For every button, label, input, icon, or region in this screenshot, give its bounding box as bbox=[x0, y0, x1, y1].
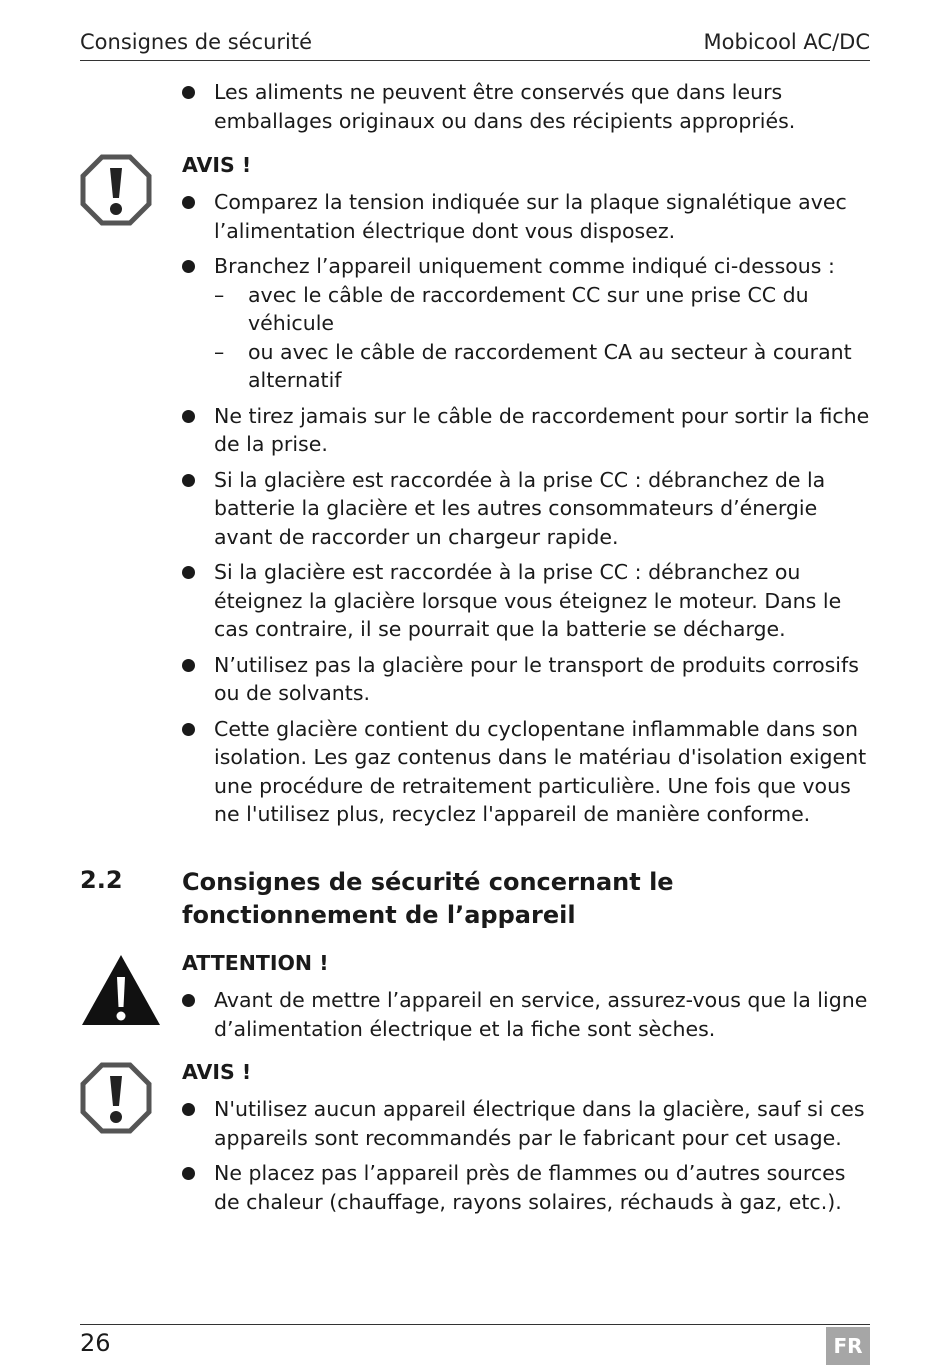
warning-list bbox=[182, 986, 870, 1050]
page-header bbox=[80, 28, 870, 61]
notice-label: AVIS ! bbox=[182, 1060, 252, 1084]
section-title: Consignes de sécurité concernant le fonctionnement de l’appareil bbox=[182, 868, 674, 929]
bullet-icon bbox=[182, 1103, 195, 1116]
page-footer bbox=[80, 1324, 870, 1366]
bullet-icon bbox=[182, 474, 195, 487]
notice-list bbox=[182, 1095, 870, 1223]
language-badge: FR bbox=[826, 1327, 870, 1365]
bullet-icon bbox=[182, 196, 195, 209]
bullet-icon bbox=[182, 86, 195, 99]
header-section-title: Consignes de sécurité bbox=[80, 30, 313, 54]
bullet-icon bbox=[182, 1167, 195, 1180]
bullet-icon bbox=[182, 659, 195, 672]
list-item: N'utilisez aucun appareil électrique dans la glacière, sauf si ces appareils sont recommandés par le fabricant pour cet usage. bbox=[182, 1095, 870, 1152]
list-item: Les aliments ne peuvent être conservés que dans leurs emballages originaux ou dans des récipients appropriés. bbox=[182, 78, 870, 135]
list-item: N’utilisez pas la glacière pour le transport de produits corrosifs ou de solvants. bbox=[182, 651, 870, 708]
notice-label: AVIS ! bbox=[182, 153, 252, 177]
list-item: Cette glacière contient du cyclopentane inflammable dans son isolation. Les gaz contenus dans le matériau d'isolation exigent une procédure de retraitement particulière. Une fois que vous ne l'utilisez plus, recyclez l'appareil de manière conforme. bbox=[182, 715, 870, 829]
connection-options-list bbox=[214, 281, 870, 395]
list-item: Branchez l’appareil uniquement comme indiqué ci-dessous : – avec le câble de raccordement CC sur une prise CC du véhicule – ou avec le câble de raccordement CA au secteur à courant alternatif bbox=[182, 252, 870, 395]
notice-octagon-icon bbox=[80, 1062, 152, 1134]
bullet-icon bbox=[182, 566, 195, 579]
notice-list bbox=[182, 188, 870, 836]
warning-label: ATTENTION ! bbox=[182, 951, 329, 975]
section-number: 2.2 bbox=[80, 866, 123, 894]
bullet-icon bbox=[182, 723, 195, 736]
food-storage-list bbox=[182, 78, 870, 142]
warning-triangle-icon bbox=[80, 953, 162, 1027]
sub-list-item: – avec le câble de raccordement CC sur une prise CC du véhicule bbox=[214, 282, 809, 335]
bullet-icon bbox=[182, 260, 195, 273]
list-item: Ne tirez jamais sur le câble de raccordement pour sortir la fiche de la prise. bbox=[182, 402, 870, 459]
sub-list-item: – ou avec le câble de raccordement CA au secteur à courant alternatif bbox=[214, 339, 852, 392]
list-item: Ne placez pas l’appareil près de flammes ou d’autres sources de chaleur (chauffage, rayons solaires, réchauds à gaz, etc.). bbox=[182, 1159, 870, 1216]
bullet-icon bbox=[182, 994, 195, 1007]
bullet-icon bbox=[182, 410, 195, 423]
page-number: 26 bbox=[80, 1329, 111, 1357]
notice-octagon-icon bbox=[80, 154, 152, 226]
list-item: Si la glacière est raccordée à la prise CC : débranchez ou éteignez la glacière lorsque vous éteignez le moteur. Dans le cas contraire, il se pourrait que la batterie se décharge. bbox=[182, 558, 870, 644]
list-item: Comparez la tension indiquée sur la plaque signalétique avec l’alimentation électrique dont vous disposez. bbox=[182, 188, 870, 245]
list-item: Avant de mettre l’appareil en service, assurez-vous que la ligne d’alimentation électrique et la fiche sont sèches. bbox=[182, 986, 870, 1043]
header-product-name: Mobicool AC/DC bbox=[703, 30, 870, 54]
list-item: Si la glacière est raccordée à la prise CC : débranchez de la batterie la glacière et les autres consommateurs d’énergie avant de raccorder un chargeur rapide. bbox=[182, 466, 870, 552]
